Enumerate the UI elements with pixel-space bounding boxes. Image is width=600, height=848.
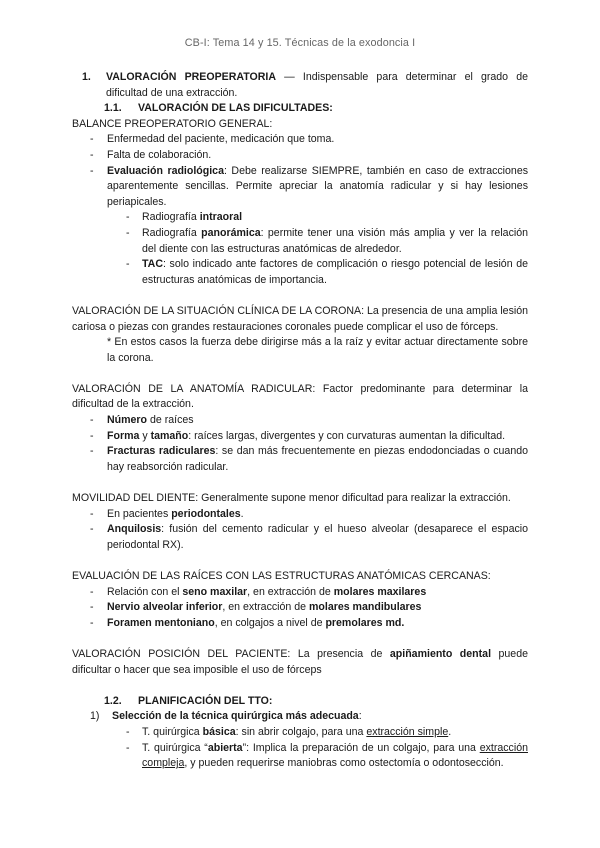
bold-term: abierta <box>207 741 243 754</box>
bold-term: periodontales <box>171 507 241 520</box>
item-text: , en extracción de <box>222 601 309 614</box>
item-text: puede dificultar o hacer que sea imposible el uso de fórceps <box>72 647 528 676</box>
bold-term: Fracturas radiculares <box>107 445 216 458</box>
section-title: VALORACIÓN PREOPERATORIA <box>106 71 277 83</box>
item-text: : fusión del cemento radicular y el hueso alveolar (desaparece el espacio periodontal RX). <box>107 523 528 551</box>
item-text: . <box>448 725 452 738</box>
section-text <box>106 70 528 101</box>
underlined-term: extracción simple <box>366 725 449 738</box>
bold-term: molares maxilares <box>333 585 427 598</box>
balance-list <box>72 132 528 210</box>
item-text: T. quirúrgica <box>142 725 203 738</box>
item-text: , en extracción de <box>247 585 334 598</box>
balance-label: BALANCE PREOPERATORIO GENERAL: <box>72 117 273 130</box>
raices-list <box>72 585 528 632</box>
bold-term: molares mandibulares <box>308 601 422 614</box>
bold-term: tamaño <box>150 429 189 442</box>
item-text: , y pueden requerirse maniobras como ostectomía o odontosección. <box>184 757 504 770</box>
list-item <box>72 429 528 445</box>
item-text: y <box>139 429 151 442</box>
sublist-item <box>72 741 528 772</box>
subsection-title: PLANIFICACIÓN DEL TTO: <box>138 694 273 707</box>
movilidad-list <box>72 507 528 554</box>
item-text: : Debe realizarse SIEMPRE, también en caso de extracciones aparentemente sencillas. Permite apreciar la anatomía radicular y si hay lesiones periapicales. <box>107 164 529 208</box>
item-text: : sin abrir colgajo, para una <box>235 725 367 738</box>
bold-term: Nervio alveolar inferior <box>107 601 223 614</box>
item-number: 1) <box>90 710 100 723</box>
item-text: ”: Implica la preparación de un colgajo, para una <box>242 741 480 754</box>
subsection-1-2-heading <box>104 694 528 710</box>
radicular-list <box>72 413 528 475</box>
bold-term: premolares md. <box>325 616 405 629</box>
bold-term: apiñamiento dental <box>389 647 492 660</box>
radicular-paragraph: VALORACIÓN DE LA ANATOMÍA RADICULAR: Factor predominante para determinar la dificultad de la extracción. <box>72 382 528 411</box>
bold-term: intraoral <box>199 211 243 224</box>
planning-item-1 <box>90 709 528 725</box>
sublist-item <box>72 257 528 288</box>
raices-paragraph: EVALUACIÓN DE LAS RAÍCES CON LAS ESTRUCTURAS ANATÓMICAS CERCANAS: <box>72 570 491 582</box>
item-text <box>112 709 362 725</box>
corona-paragraph: VALORACIÓN DE LA SITUACIÓN CLÍNICA DE LA CORONA: La presencia de una amplia lesión cariosa o piezas con grandes restauraciones coronales puede complicar el uso de fórceps. <box>72 304 528 333</box>
subsection-number: 1.1. <box>104 102 122 115</box>
section-1-heading <box>82 70 528 101</box>
subsection-title: VALORACIÓN DE LAS DIFICULTADES: <box>138 102 333 115</box>
list-item <box>72 522 528 553</box>
radiology-sublist <box>72 210 528 288</box>
list-item <box>72 444 528 475</box>
item-text: : solo indicado ante factores de complicación o riesgo potencial de lesión de estructuras anatómicas de importancia. <box>142 258 528 286</box>
item-text: Relación con el <box>107 585 183 598</box>
item-text: . <box>240 507 244 520</box>
section-description: — Indispensable para determinar el grado de dificultad de una extracción. <box>106 71 528 99</box>
planning-sublist <box>72 725 528 772</box>
bold-term: Forma <box>107 429 140 442</box>
list-item <box>72 164 528 211</box>
item-text: Radiografía <box>142 211 200 224</box>
list-item <box>72 507 528 523</box>
movilidad-paragraph: MOVILIDAD DEL DIENTE: Generalmente supone menor dificultad para realizar la extracción. <box>72 492 511 505</box>
section-number: 1. <box>82 71 91 83</box>
posicion-paragraph <box>72 647 528 678</box>
bold-term: básica <box>202 725 236 738</box>
bold-term: Foramen mentoniano <box>107 616 215 629</box>
corona-note: * En estos casos la fuerza debe dirigirse más a la raíz y evitar actuar directamente sobre la corona. <box>107 336 528 364</box>
item-text: Radiografía <box>142 226 202 239</box>
document-body <box>72 70 528 772</box>
list-item <box>72 585 528 601</box>
item-text: , en colgajos a nivel de <box>214 616 326 629</box>
list-item <box>72 600 528 616</box>
bold-term: Anquilosis <box>107 523 162 536</box>
underlined-term: extracción compleja <box>142 741 528 770</box>
sublist-item <box>72 226 528 257</box>
item-text: VALORACIÓN POSICIÓN DEL PACIENTE: La presencia de <box>72 647 390 660</box>
bold-term: Número <box>107 414 148 427</box>
bold-term: panorámica <box>201 226 261 239</box>
subsection-1-1-heading <box>104 101 528 117</box>
item-text: : raíces largas, divergentes y con curvaturas aumentan la dificultad. <box>188 429 506 442</box>
page-header: CB-I: Tema 14 y 15. Técnicas de la exodoncia I <box>184 37 416 49</box>
item-text: : se dan más frecuentemente en piezas endodonciadas o cuando hay reabsorción radicular. <box>107 445 528 473</box>
item-text: : <box>358 710 362 723</box>
list-item <box>72 413 528 429</box>
bold-term: seno maxilar <box>182 585 248 598</box>
subsection-number: 1.2. <box>104 694 122 707</box>
bold-term: Evaluación radiológica <box>107 164 224 177</box>
item-text: de raíces <box>147 414 194 427</box>
bold-term: Selección de la técnica quirúrgica más adecuada <box>112 710 359 723</box>
bold-term: TAC <box>142 258 163 271</box>
list-item: - Falta de colaboración. <box>72 148 528 164</box>
sublist-item <box>72 725 528 741</box>
item-text: T. quirúrgica “ <box>142 741 208 754</box>
item-text: : permite tener una visión más amplia y ver la relación del diente con las estructuras anatómicas de alrededor. <box>142 226 528 255</box>
list-item <box>72 616 528 632</box>
sublist-item <box>72 210 528 226</box>
list-item: - Enfermedad del paciente, medicación que toma. <box>72 132 528 148</box>
item-text: En pacientes <box>107 507 172 520</box>
